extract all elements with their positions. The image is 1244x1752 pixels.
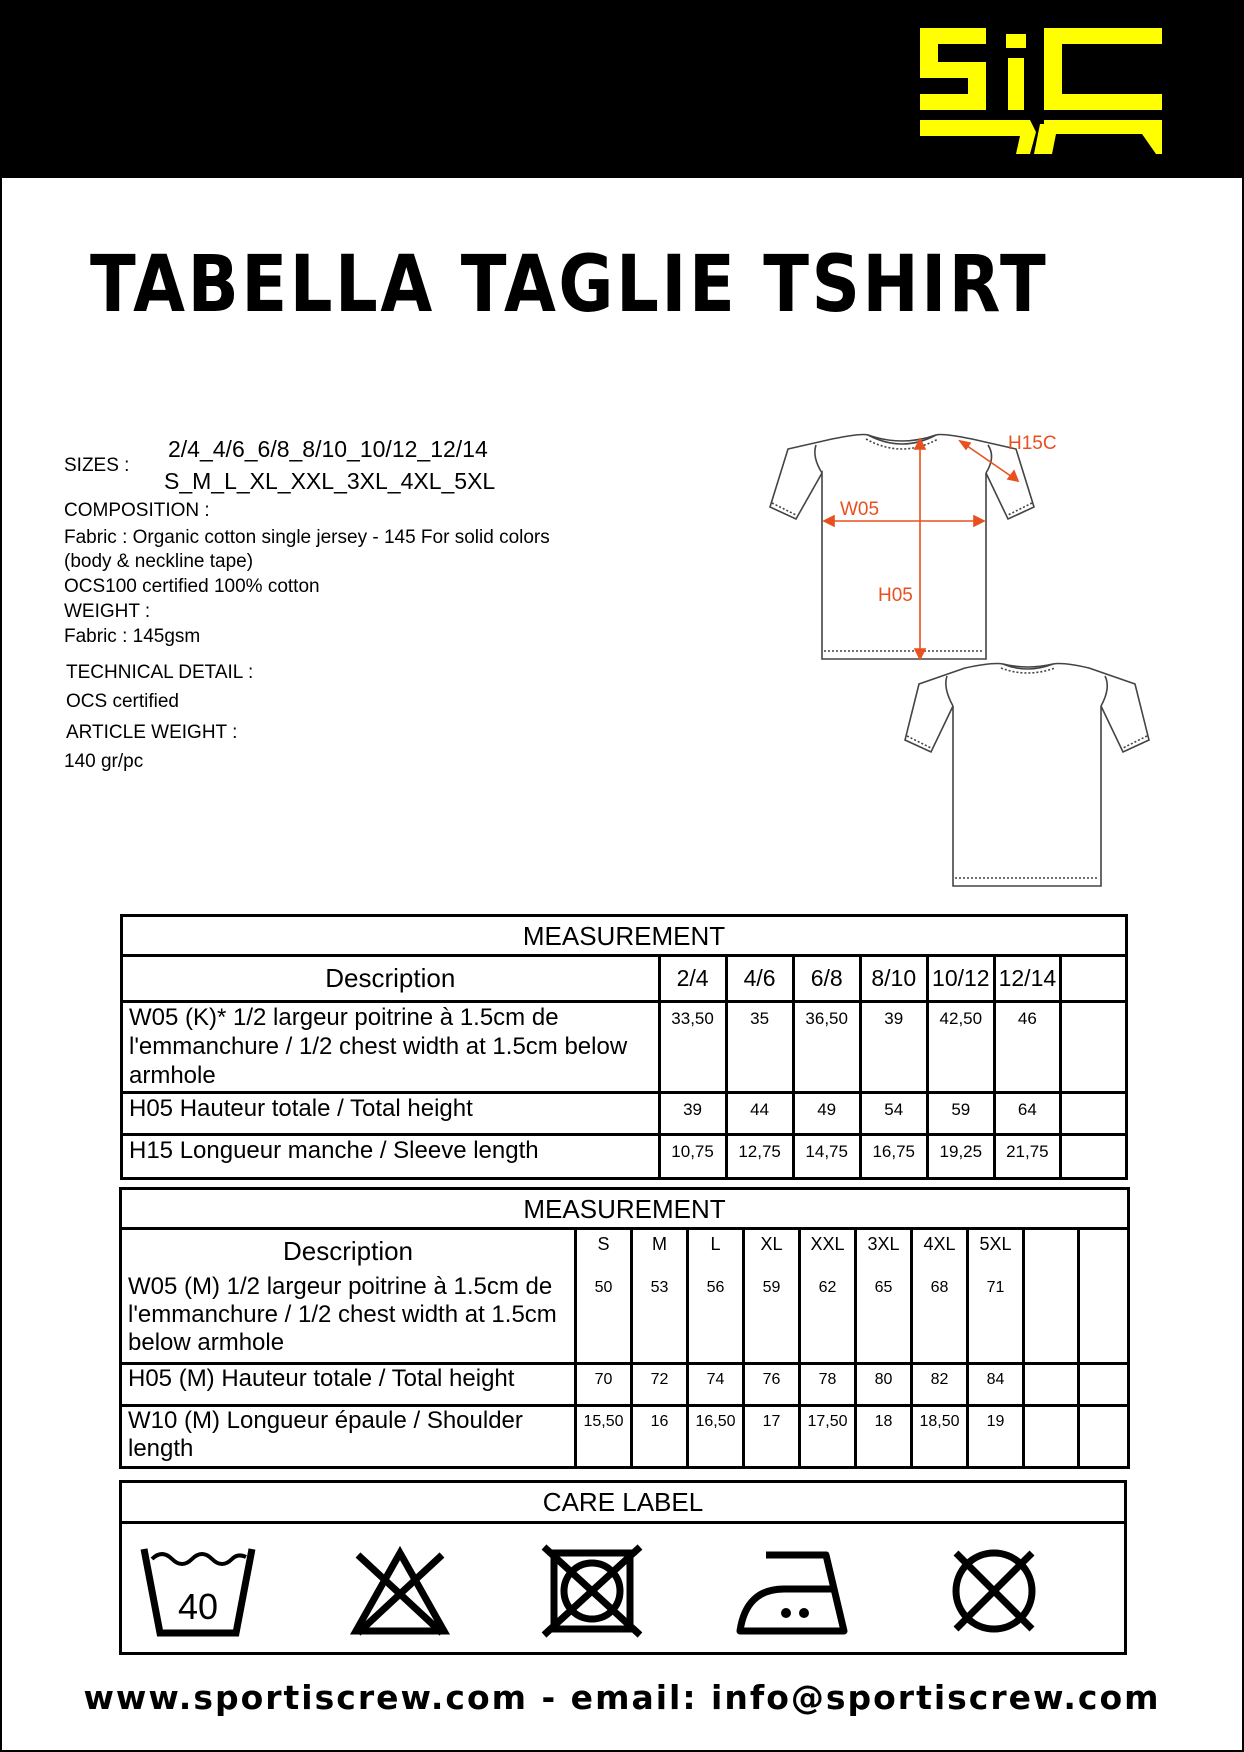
table-cell: 82 <box>912 1364 968 1406</box>
label-h05: H05 <box>878 585 913 606</box>
table-cell: 17 <box>744 1406 800 1468</box>
table-cell: 84 <box>968 1364 1024 1406</box>
fabric-line-1: Fabric : Organic cotton single jersey - 145 For solid colors <box>64 527 550 548</box>
table-cell: 44 <box>726 1093 793 1135</box>
iron-medium-icon <box>736 1545 860 1637</box>
table-cell: 68 <box>912 1273 968 1364</box>
table-cell: 59 <box>744 1273 800 1364</box>
care-label-title: CARE LABEL <box>122 1483 1124 1524</box>
footer-contact: www.sportiscrew.com - email: info@sportiscrew.com <box>83 1678 1161 1717</box>
table-cell: 56 <box>688 1273 744 1364</box>
table-cell: 72 <box>632 1364 688 1406</box>
row-description: H05 (M) Hauteur totale / Total height <box>121 1364 576 1406</box>
size-header: XXL <box>800 1229 856 1273</box>
sportiscrew-logo-icon <box>920 28 1162 154</box>
size-header: 4XL <box>912 1229 968 1273</box>
table-cell: 80 <box>856 1364 912 1406</box>
table-cell: 12,75 <box>726 1135 793 1179</box>
table-cell: 14,75 <box>793 1135 860 1179</box>
label-h15c: H15C <box>1008 433 1057 454</box>
header-bar <box>2 2 1242 178</box>
table-cell: 39 <box>659 1093 726 1135</box>
table-cell: 19,25 <box>927 1135 994 1179</box>
adult-measurement-table <box>119 1187 1130 1469</box>
technical-detail-label: TECHNICAL DETAIL : <box>66 662 254 683</box>
size-header: 2/4 <box>659 956 726 1002</box>
article-weight-label: ARTICLE WEIGHT : <box>66 722 238 743</box>
sizes-adults: S_M_L_XL_XXL_3XL_4XL_5XL <box>164 468 496 494</box>
no-bleach-icon <box>350 1545 450 1637</box>
table-cell: 19 <box>968 1406 1024 1468</box>
table-cell: 10,75 <box>659 1135 726 1179</box>
technical-detail-value: OCS certified <box>66 691 179 712</box>
table-cell: 78 <box>800 1364 856 1406</box>
article-weight-value: 140 gr/pc <box>64 751 144 772</box>
size-header: S <box>576 1229 632 1273</box>
sizes-kids: 2/4_4/6_6/8_8/10_10/12_12/14 <box>168 436 488 462</box>
tshirt-front-diagram <box>762 427 1057 667</box>
table-cell: 17,50 <box>800 1406 856 1468</box>
no-dry-clean-icon <box>946 1545 1042 1637</box>
table-cell: 71 <box>968 1273 1024 1364</box>
size-header: 3XL <box>856 1229 912 1273</box>
table-cell: 76 <box>744 1364 800 1406</box>
row-description: H15 Longueur manche / Sleeve length <box>122 1135 660 1179</box>
fabric-line-2: (body & neckline tape) <box>64 551 254 572</box>
table-cell: 39 <box>860 1002 927 1093</box>
empty-cell <box>1079 1229 1129 1273</box>
size-header: M <box>632 1229 688 1273</box>
composition-label: COMPOSITION : <box>64 500 210 521</box>
sizes-label: SIZES : <box>64 455 130 476</box>
weight-label: WEIGHT : <box>64 601 151 622</box>
size-header: 8/10 <box>860 956 927 1002</box>
table-cell: 18 <box>856 1406 912 1468</box>
fabric-line-3: OCS100 certified 100% cotton <box>64 576 320 597</box>
empty-cell <box>1024 1229 1079 1273</box>
table-cell: 49 <box>793 1093 860 1135</box>
table-cell: 33,50 <box>659 1002 726 1093</box>
empty-cell <box>1024 1406 1079 1468</box>
empty-cell <box>1024 1364 1079 1406</box>
table-cell: 74 <box>688 1364 744 1406</box>
size-header: 12/14 <box>994 956 1060 1002</box>
kids-measurement-table <box>120 914 1128 1180</box>
empty-cell <box>1060 1093 1126 1135</box>
size-header: 6/8 <box>793 956 860 1002</box>
wash-40-icon <box>140 1545 256 1637</box>
size-header: 5XL <box>968 1229 1024 1273</box>
empty-cell <box>1060 956 1126 1002</box>
adult-desc-header: Description <box>121 1229 576 1273</box>
size-header: 10/12 <box>927 956 994 1002</box>
table-cell: 18,50 <box>912 1406 968 1468</box>
row-description: W05 (K)* 1/2 largeur poitrine à 1.5cm de l'emmanchure / 1/2 chest width at 1.5cm below armhole <box>122 1002 660 1093</box>
size-header: 4/6 <box>726 956 793 1002</box>
table-cell: 15,50 <box>576 1406 632 1468</box>
table-cell: 35 <box>726 1002 793 1093</box>
care-label-box <box>119 1480 1127 1655</box>
empty-cell <box>1079 1364 1129 1406</box>
table-cell: 16 <box>632 1406 688 1468</box>
table-cell: 21,75 <box>994 1135 1060 1179</box>
table-cell: 59 <box>927 1093 994 1135</box>
table-cell: 50 <box>576 1273 632 1364</box>
empty-cell <box>1060 1135 1126 1179</box>
table-cell: 36,50 <box>793 1002 860 1093</box>
row-description: H05 Hauteur totale / Total height <box>122 1093 660 1135</box>
size-header: L <box>688 1229 744 1273</box>
empty-cell <box>1060 1002 1126 1093</box>
table-cell: 65 <box>856 1273 912 1364</box>
row-description: W10 (M) Longueur épaule / Shoulder length <box>121 1406 576 1468</box>
kids-desc-header: Description <box>122 956 660 1002</box>
table-cell: 46 <box>994 1002 1060 1093</box>
table-cell: 62 <box>800 1273 856 1364</box>
table-cell: 16,50 <box>688 1406 744 1468</box>
table-cell: 53 <box>632 1273 688 1364</box>
table-cell: 54 <box>860 1093 927 1135</box>
empty-cell <box>1024 1273 1079 1364</box>
tshirt-back-diagram <box>897 658 1157 894</box>
table-cell: 70 <box>576 1364 632 1406</box>
size-header: XL <box>744 1229 800 1273</box>
row-description: W05 (M) 1/2 largeur poitrine à 1.5cm de l'emmanchure / 1/2 chest width at 1.5cm below armhole <box>121 1273 576 1364</box>
adult-table-title: MEASUREMENT <box>121 1189 1129 1229</box>
table-cell: 64 <box>994 1093 1060 1135</box>
weight-value: Fabric : 145gsm <box>64 626 201 647</box>
empty-cell <box>1079 1406 1129 1468</box>
kids-table-title: MEASUREMENT <box>122 916 1127 956</box>
wash-temp: 40 <box>177 1586 219 1627</box>
table-cell: 16,75 <box>860 1135 927 1179</box>
no-tumble-dry-icon <box>542 1545 642 1637</box>
table-cell: 42,50 <box>927 1002 994 1093</box>
page-title: TABELLA TAGLIE TSHIRT <box>90 240 1049 330</box>
label-w05: W05 <box>840 499 880 520</box>
empty-cell <box>1079 1273 1129 1364</box>
